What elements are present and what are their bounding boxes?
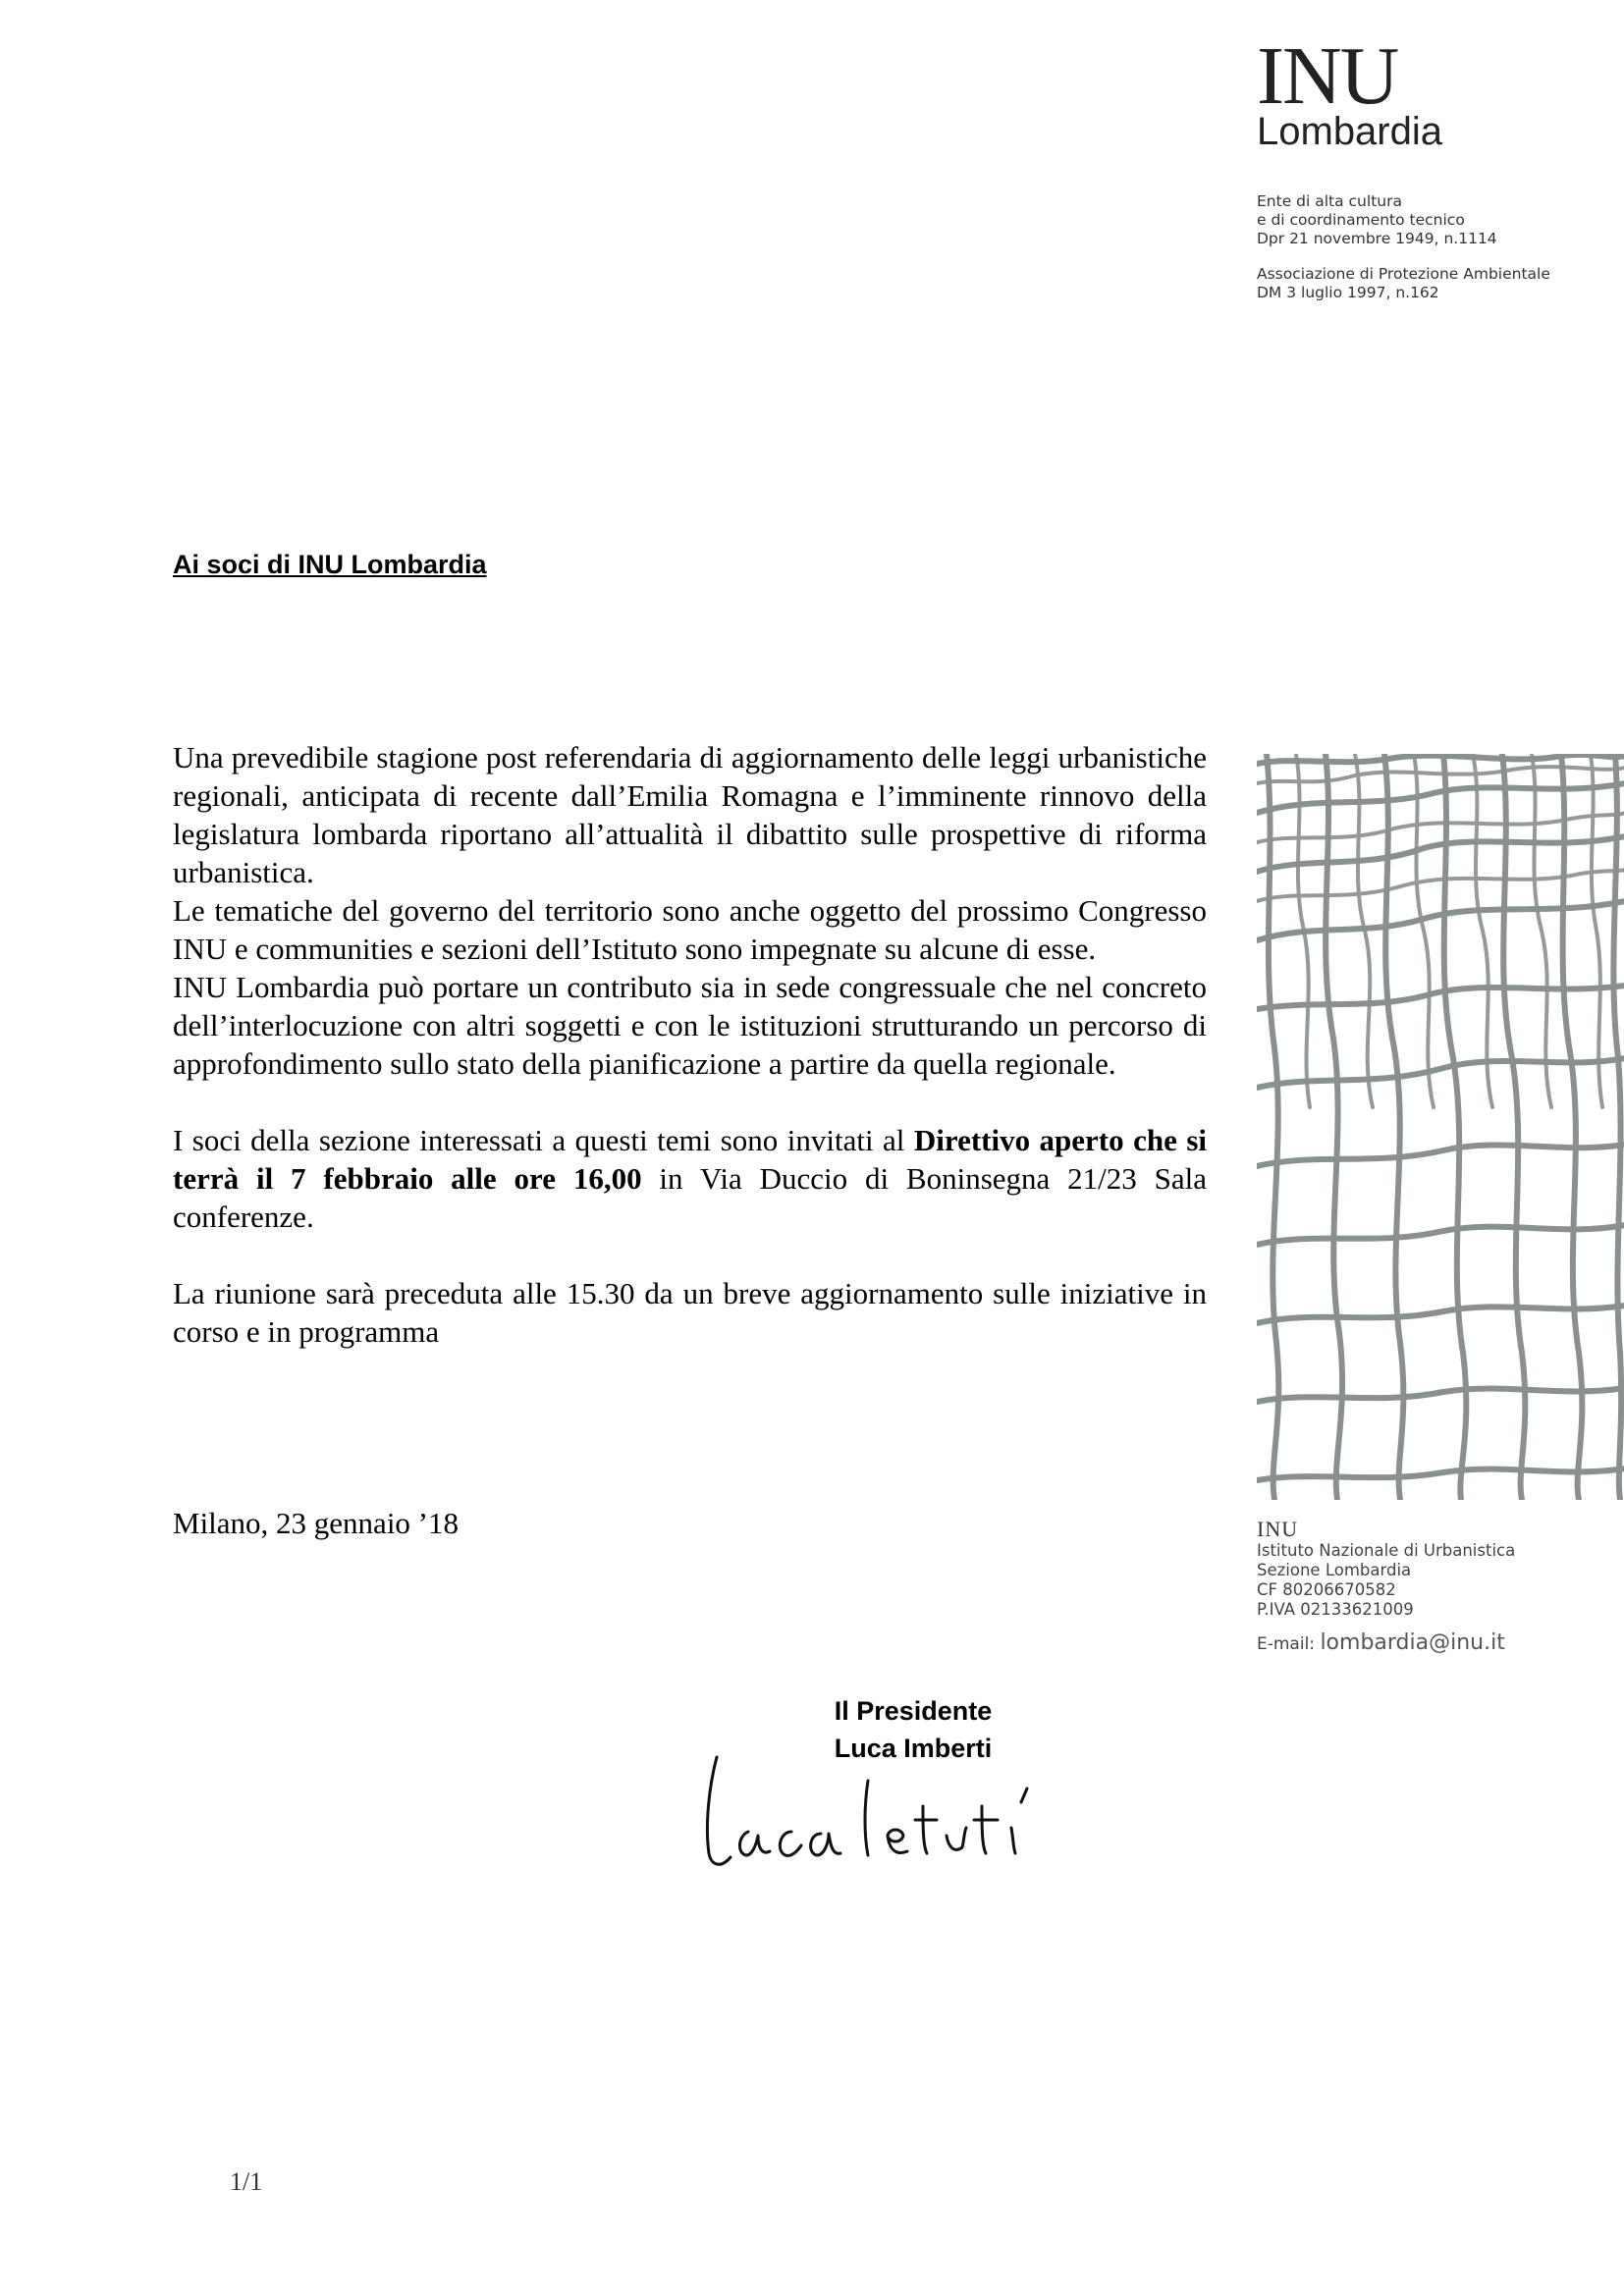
location-text: in Via Duccio di Boninsegna 21/23 Sala conferenze. bbox=[173, 1161, 1207, 1234]
meta-line: Associazione di Protezione Ambientale bbox=[1257, 265, 1550, 283]
logo-sub-text: Lombardia bbox=[1257, 110, 1443, 153]
institution-info bbox=[1257, 192, 1497, 248]
invite-text: I soci della sezione interessati a questi temi sono invitati al bbox=[173, 1123, 914, 1157]
signer-role: Il Presidente bbox=[834, 1696, 993, 1726]
net-pattern-artwork bbox=[1257, 754, 1624, 1500]
meta-line: Ente di alta cultura bbox=[1257, 192, 1402, 210]
signer-name: Luca Imberti bbox=[834, 1734, 993, 1763]
paragraph: INU Lombardia può portare un contributo sia in sede congressuale che nel concreto dell’interlocuzione con altri soggetti e con le istituzioni strutturando un percorso di approfondimento sullo stato della pianificazione a partire da quella regionale. bbox=[173, 970, 1207, 1081]
meta-line: DM 3 luglio 1997, n.162 bbox=[1257, 284, 1439, 301]
paragraph: Le tematiche del governo del territorio sono anche oggetto del prossimo Congresso INU e communities e sezioni dell’Istituto sono impegnate su alcune di esse. bbox=[173, 893, 1207, 966]
contact-line: P.IVA 02133621009 bbox=[1257, 1600, 1414, 1619]
contact-line: Sezione Lombardia bbox=[1257, 1561, 1412, 1579]
email-address[interactable]: lombardia@inu.it bbox=[1320, 1630, 1505, 1655]
meta-line: Dpr 21 novembre 1949, n.1114 bbox=[1257, 230, 1497, 247]
paragraph: La riunione sarà preceduta alle 15.30 da un breve aggiornamento sulle iniziative in corso e in programma bbox=[173, 1276, 1207, 1349]
paragraph bbox=[173, 1121, 1207, 1236]
contact-inu-mark: INU bbox=[1257, 1517, 1299, 1541]
place-date: Milano, 23 gennaio ’18 bbox=[173, 1506, 460, 1540]
email-label: E-mail: bbox=[1257, 1634, 1316, 1654]
paragraph: Una prevedibile stagione post referendaria di aggiornamento delle leggi urbanistiche regionali, anticipata di recente dall’Emilia Romagna e l’imminente rinnovo della legislatura lombarda riportano all’attualità il dibattito sulle prospettive di riforma urbanistica. bbox=[173, 740, 1207, 889]
inu-lombardia-logo bbox=[1257, 30, 1443, 153]
logo-main-text: INU bbox=[1257, 30, 1398, 122]
addressee: Ai soci di INU Lombardia bbox=[173, 550, 487, 579]
letter-body bbox=[173, 738, 1207, 1351]
contact-block bbox=[1257, 1518, 1515, 1654]
contact-line: Istituto Nazionale di Urbanistica bbox=[1257, 1541, 1516, 1560]
meeting-highlight: Direttivo aperto che si terrà il 7 febbraio alle ore 16,00 bbox=[173, 1123, 1207, 1196]
handwritten-signature bbox=[687, 1737, 1100, 1895]
meta-line: e di coordinamento tecnico bbox=[1257, 211, 1465, 229]
page-number: 1/1 bbox=[230, 2167, 263, 2196]
contact-email bbox=[1257, 1630, 1515, 1655]
contact-line: CF 80206670582 bbox=[1257, 1580, 1396, 1599]
association-info bbox=[1257, 265, 1550, 302]
